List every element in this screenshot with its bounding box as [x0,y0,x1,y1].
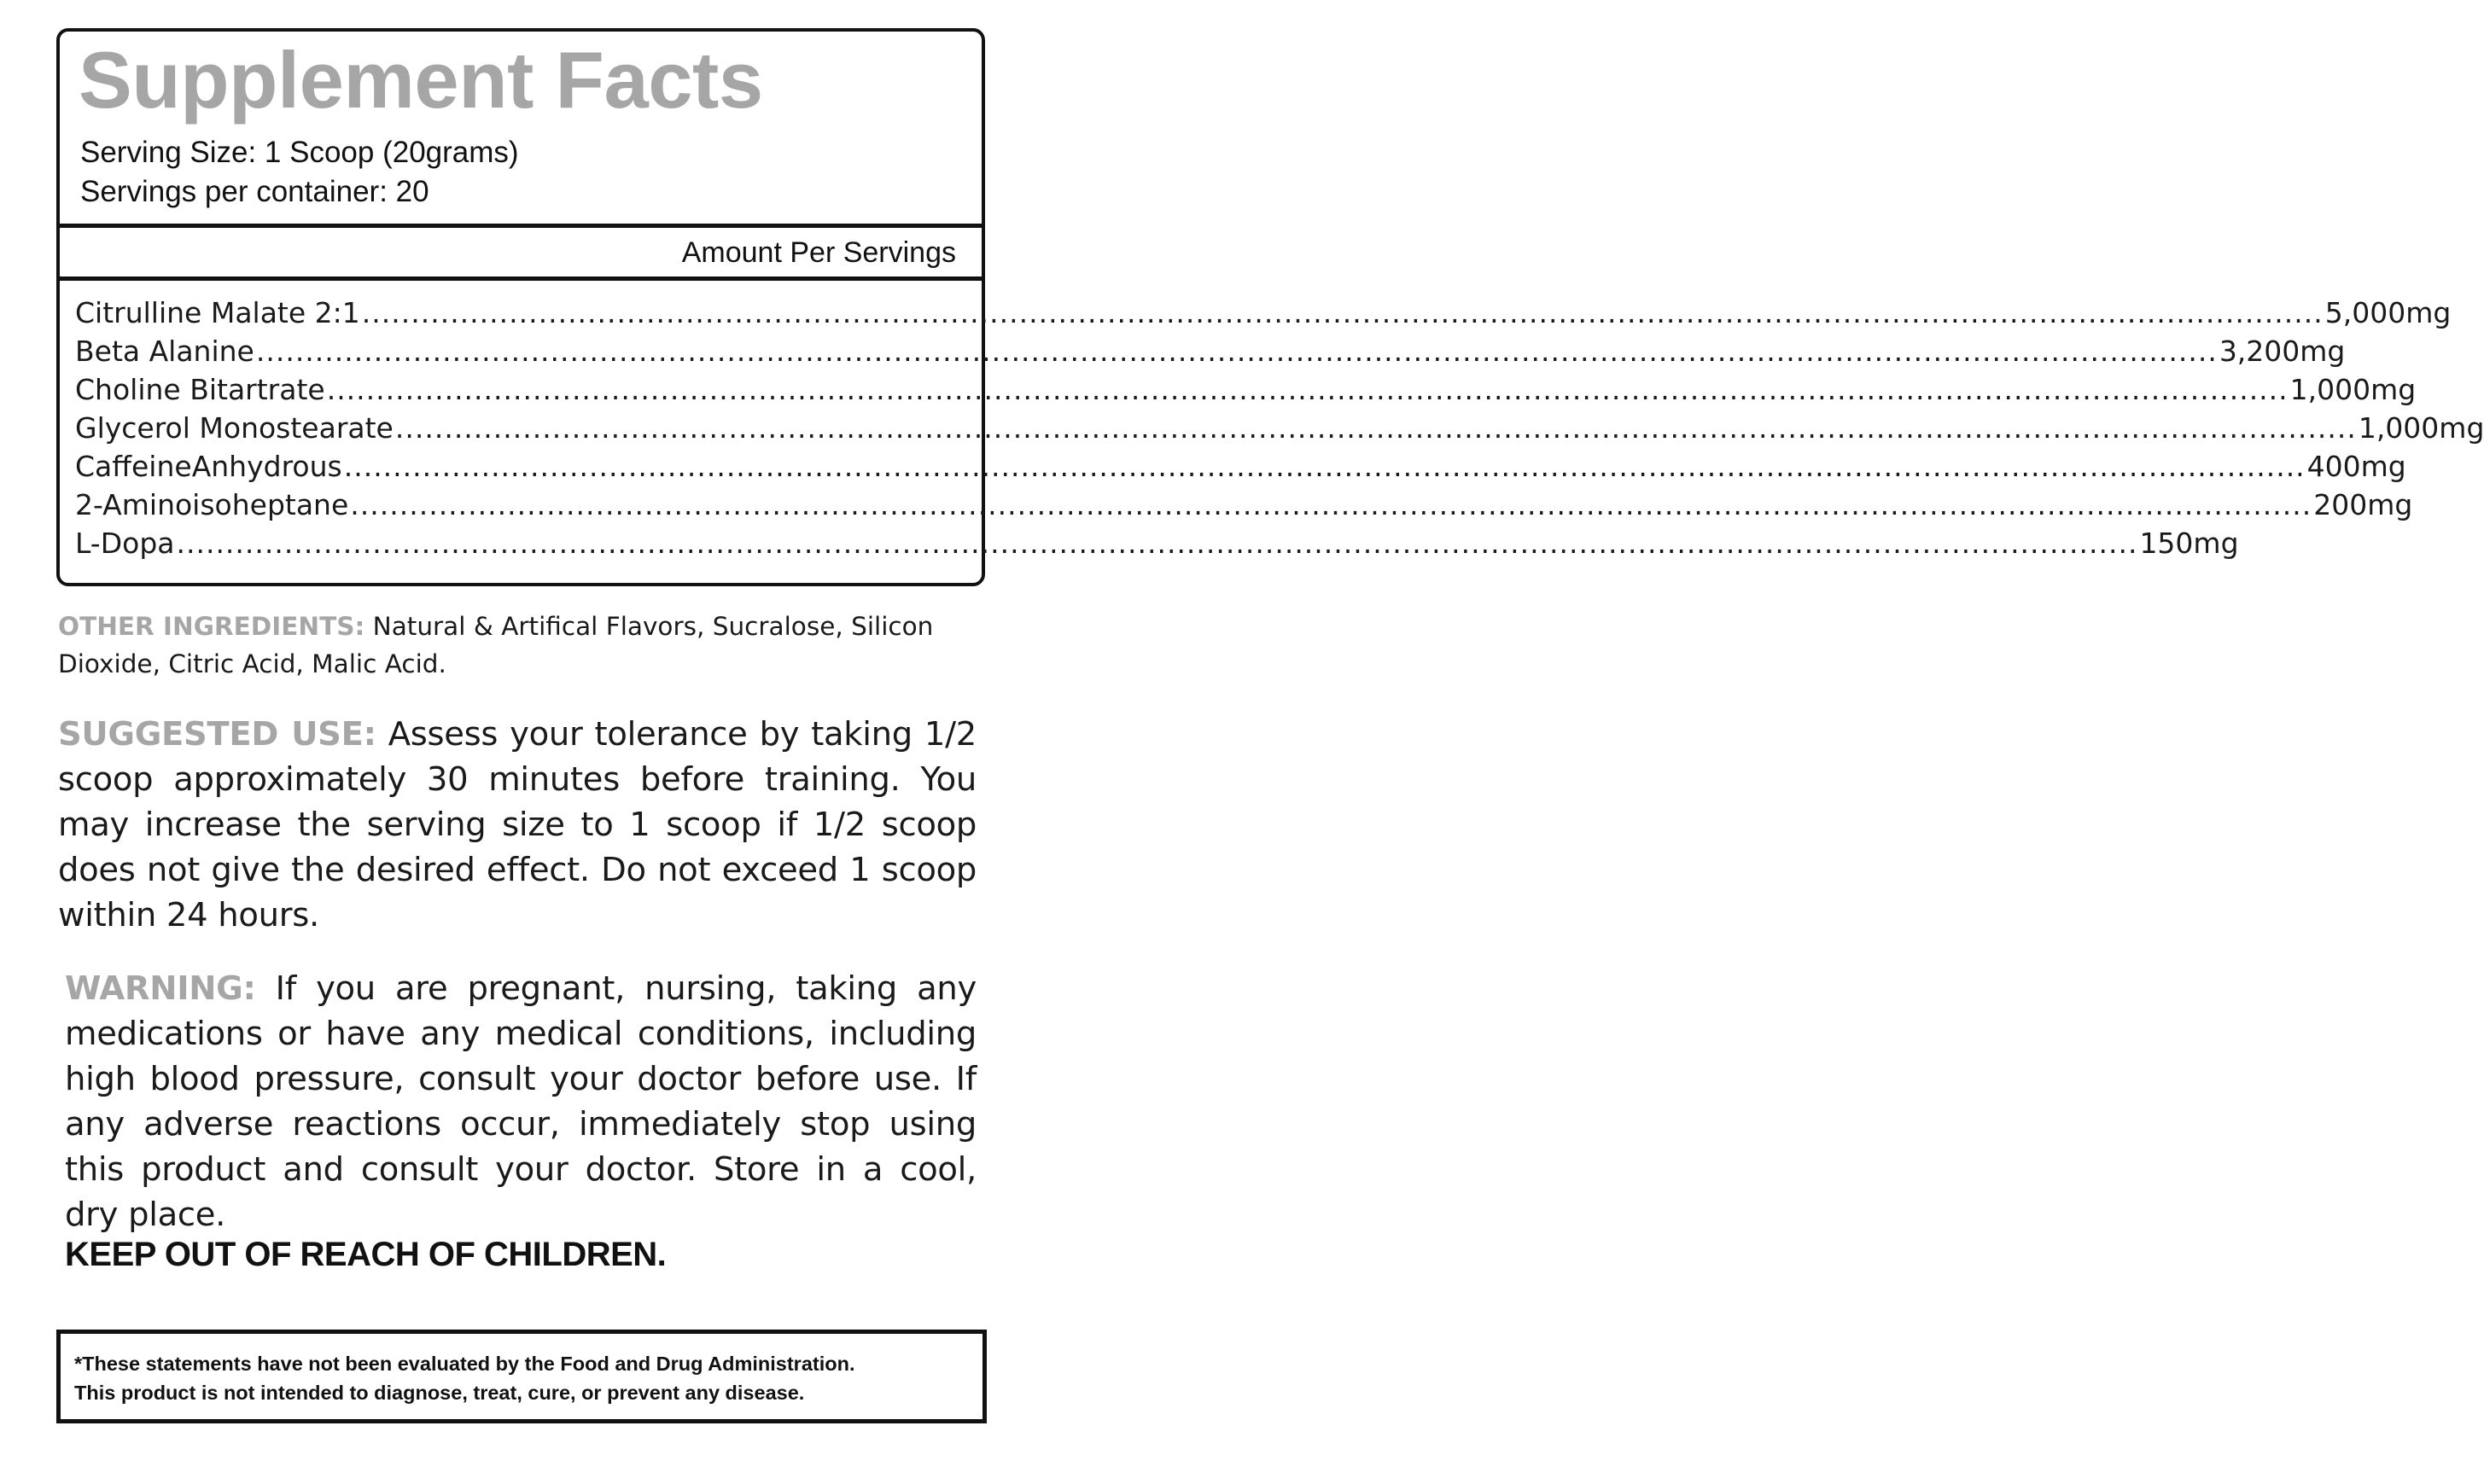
dot-leader: ........................................................................................................................................................................................................ [361,296,2324,329]
ingredient-amount: 1,000mg [2358,411,2484,445]
ingredient-amount: 1,000mg [2289,373,2417,406]
ingredient-amount: 150mg [2139,527,2239,560]
disclaimer-line-1: *These statements have not been evaluated by the Food and Drug Administration. [74,1353,855,1375]
ingredient-row [75,373,2417,411]
ingredient-name: 2-Aminoisoheptane [75,488,349,521]
other-ingredients-text: Natural & Artifical Flavors, Sucralose, Silicon Dioxide, Citric Acid, Malic Acid. [58,612,934,678]
warning-text: If you are pregnant, nursing, taking any medications or have any medical conditions, including high blood pressure, consult your doctor before use. If any adverse reactions occur, immediately stop using this product and consult your doctor. Store in a cool, dry place. [65,969,977,1234]
ingredient-name: Choline Bitartrate [75,373,325,406]
suggested-use-text: Assess your tolerance by taking 1/2 scoop approximately 30 minutes before training. You may increase the serving size to 1 scoop if 1/2 scoop does not give the desired effect. Do not exceed 1 scoop within 24 hours. [58,715,977,934]
other-ingredients-label: OTHER INGREDIENTS: [58,612,365,641]
ingredient-row [75,296,2452,335]
ingredient-name: Beta Alanine [75,335,254,368]
ingredient-list [75,296,2484,565]
fda-disclaimer-box [56,1330,987,1423]
ingredient-amount: 3,200mg [2219,335,2346,368]
dot-leader: ........................................................................................................................................................................................................ [394,411,2357,445]
keep-out-of-reach-notice: KEEP OUT OF REACH OF CHILDREN. [65,1236,667,1273]
panel-title: Supplement Facts [79,35,763,125]
amount-per-serving-header: Amount Per Servings [681,236,956,269]
dot-leader: ........................................................................................................................................................................................................ [350,488,2312,521]
ingredient-row [75,411,2484,450]
supplement-facts-panel [56,28,2484,586]
warning-label: WARNING: [65,969,256,1008]
ingredient-amount: 5,000mg [2324,296,2452,329]
divider-bottom [60,276,982,281]
suggested-use-label: SUGGESTED USE: [58,715,376,754]
disclaimer-line-2: This product is not intended to diagnose, treat, cure, or prevent any disease. [74,1382,805,1404]
serving-size: Serving Size: 1 Scoop (20grams) [80,136,519,169]
divider-top [60,224,982,228]
ingredient-amount: 400mg [2306,450,2406,483]
ingredient-name: L-Dopa [75,527,175,560]
ingredient-name: Citrulline Malate 2:1 [75,296,360,329]
ingredient-row [75,335,2346,373]
ingredient-name: CaffeineAnhydrous [75,450,342,483]
suggested-use [58,712,977,938]
ingredient-row [75,450,2406,488]
servings-per-container: Servings per container: 20 [80,175,429,208]
ingredient-row [75,488,2413,527]
dot-leader: ........................................................................................................................................................................................................ [343,450,2306,483]
dot-leader: ........................................................................................................................................................................................................ [326,373,2289,406]
dot-leader: ........................................................................................................................................................................................................ [255,335,2218,368]
other-ingredients [58,608,988,683]
dot-leader: ........................................................................................................................................................................................................ [176,527,2138,560]
ingredient-name: Glycerol Monostearate [75,411,394,445]
ingredient-row [75,527,2239,565]
warning [65,966,977,1237]
ingredient-amount: 200mg [2313,488,2413,521]
